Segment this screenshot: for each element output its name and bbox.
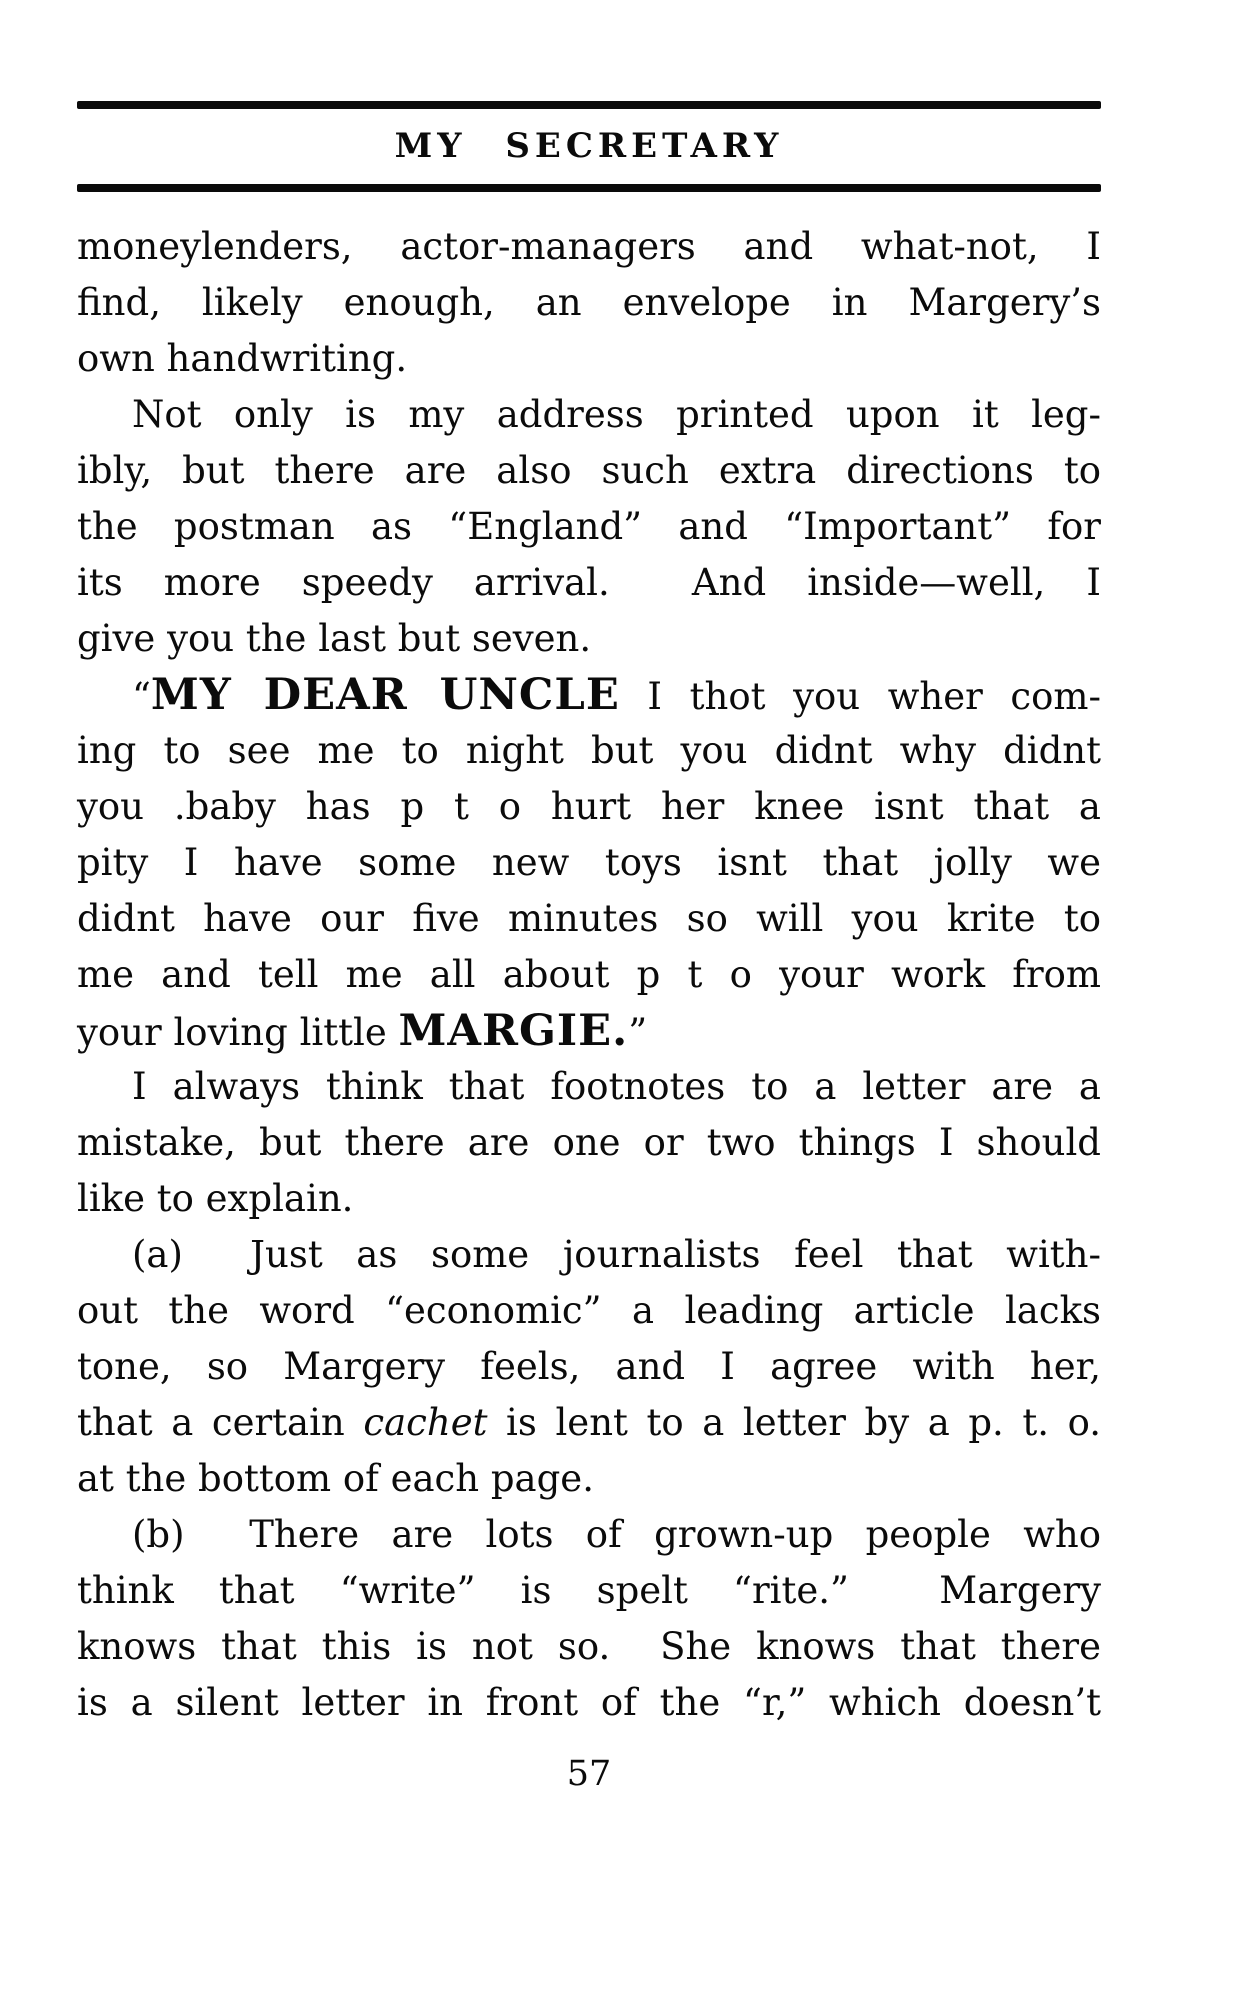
text-segment: I thot you wher com-	[619, 675, 1101, 718]
page-number: 57	[566, 1754, 612, 1794]
body-text	[77, 219, 1101, 1731]
text-line: pity I have some new toys isnt that jolly we	[77, 841, 1101, 884]
text-line: (b) There are lots of grown-up people who	[132, 1513, 1101, 1556]
text-line: ing to see me to night but you didnt why didnt	[77, 729, 1101, 772]
text-line: ibly, but there are also such extra directions to	[77, 449, 1101, 492]
text-line: like to explain.	[77, 1177, 354, 1220]
text-line: didnt have our five minutes so will you krite to	[77, 897, 1101, 940]
text-line: out the word “economic” a leading article lacks	[77, 1289, 1101, 1332]
text-line: think that “write” is spelt “rite.” Margery	[77, 1569, 1101, 1612]
text-line: at the bottom of each page.	[77, 1457, 594, 1500]
text-segment: is lent to a letter by a p. t. o.	[487, 1401, 1101, 1444]
text-line: is a silent letter in front of the “r,” which doesn’t	[77, 1681, 1101, 1724]
text-line: mistake, but there are one or two things I should	[77, 1121, 1101, 1164]
text-line: own handwriting.	[77, 337, 408, 380]
text-line: Not only is my address printed upon it leg-	[132, 393, 1101, 436]
text-line: moneylenders, actor-managers and what-not, I	[77, 225, 1101, 268]
quote-mark: ”	[628, 1011, 648, 1054]
text-line: the postman as “England” and “Important” for	[77, 505, 1101, 548]
quote-mark: “	[132, 675, 151, 718]
italic-word: cachet	[363, 1401, 488, 1444]
text-line: you .baby has p t o hurt her knee isnt that a	[77, 785, 1101, 828]
text-line: me and tell me all about p t o your work from	[77, 953, 1101, 996]
header-rule-bottom	[77, 184, 1101, 192]
text-line	[77, 1395, 1101, 1451]
text-line: find, likely enough, an envelope in Margery’s	[77, 281, 1101, 324]
text-line: knows that this is not so. She knows that there	[77, 1625, 1101, 1668]
text-segment: that a certain	[77, 1401, 364, 1444]
text-line	[77, 667, 1101, 723]
text-line: its more speedy arrival. And inside—well, I	[77, 561, 1101, 604]
salutation-caps: MY DEAR UNCLE	[150, 669, 620, 720]
text-line: tone, so Margery feels, and I agree with her,	[77, 1345, 1101, 1388]
text-line: give you the last but seven.	[77, 617, 592, 660]
text-line	[77, 1003, 1101, 1059]
text-segment: your loving little	[77, 1011, 399, 1054]
running-head: MY SECRETARY	[394, 126, 784, 166]
text-line: I always think that footnotes to a letter are a	[132, 1065, 1101, 1108]
signature-caps: MARGIE.	[398, 1005, 629, 1056]
header-rule-top	[77, 101, 1101, 109]
text-line: (a) Just as some journalists feel that with-	[132, 1233, 1101, 1276]
